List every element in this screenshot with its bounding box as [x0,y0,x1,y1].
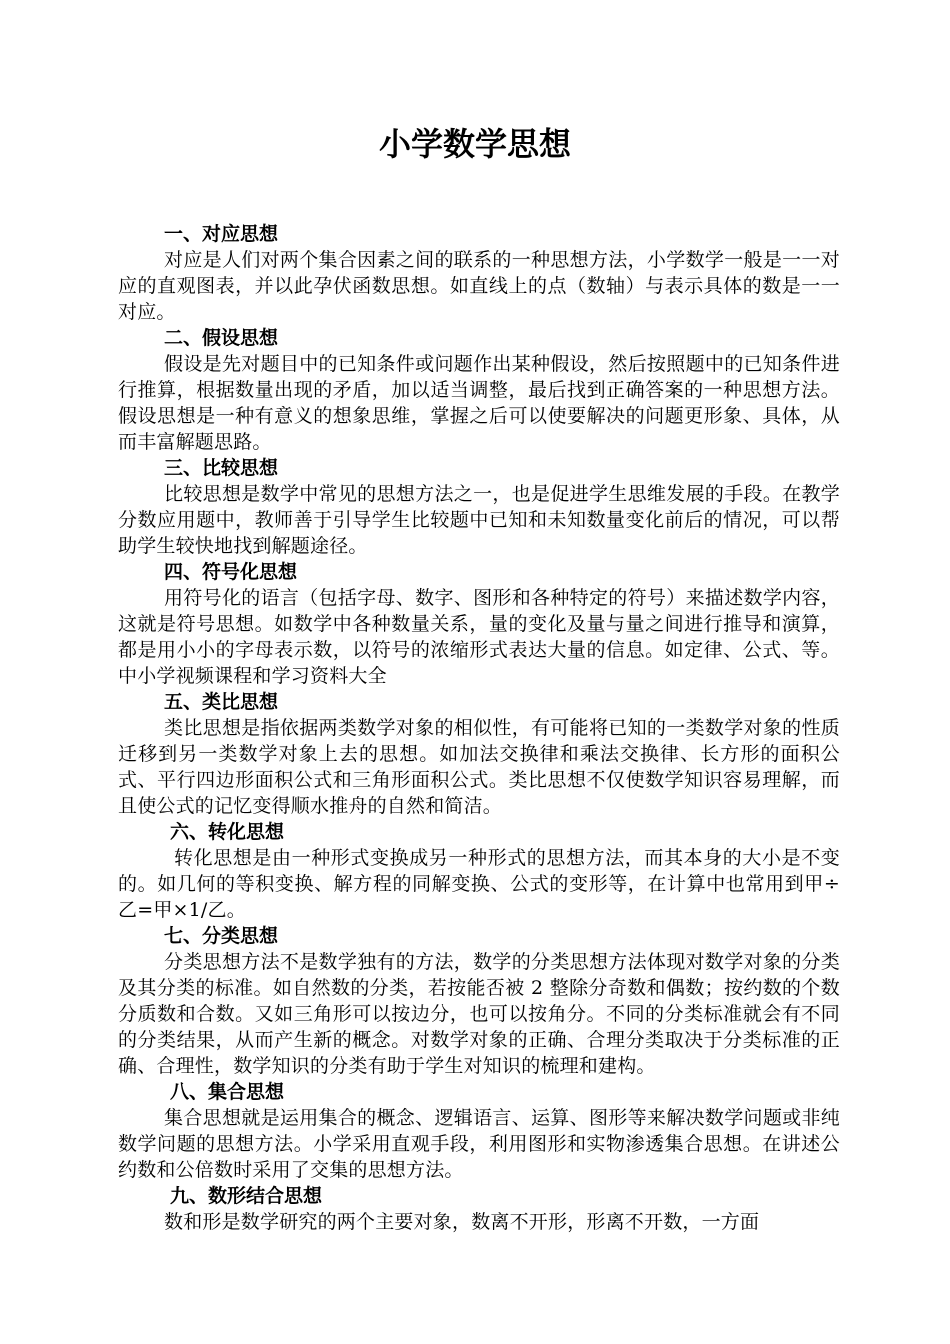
section-paragraph-transformation: 转化思想是由一种形式变换成另一种形式的思想方法，而其本身的大小是不变的。如几何的等积变换、解方程的同解变换、公式的变形等，在计算中也常用到甲÷乙=甲×1/乙。 [118,847,840,921]
section-paragraph-classification: 分类思想方法不是数学独有的方法，数学的分类思想方法体现对数学对象的分类及其分类的标准。如自然数的分类，若按能否被 2 整除分奇数和偶数；按约数的个数分质数和合数。又如三角形可以按边分，也可以按角分。不同的分类标准就会有不同的分类结果，从而产生新的概念。对数学对象的正确、合理分类取决于分类标准的正确、合理性，数学知识的分类有助于学生对知识的梳理和建构。 [118,951,840,1077]
section-heading-correspondence: 一、对应思想 [164,223,279,245]
section-paragraph-symbolization: 用符号化的语言（包括字母、数字、图形和各种特定的符号）来描述数学内容，这就是符号思想。如数学中各种数量关系，量的变化及量与量之间进行推导和演算，都是用小小的字母表示数，以符号的浓缩形式表达大量的信息。如定律、公式、等。中小学视频课程和学习资料大全 [118,587,840,687]
section-paragraph-analogy: 类比思想是指依据两类数学对象的相似性，有可能将已知的一类数学对象的性质迁移到另一类数学对象上去的思想。如加法交换律和乘法交换律、长方形的面积公式、平行四边形面积公式和三角形面积公式。类比思想不仅使数学知识容易理解，而且使公式的记忆变得顺水推舟的自然和简洁。 [118,717,840,817]
section-heading-symbolization: 四、符号化思想 [164,561,298,583]
section-paragraph-correspondence: 对应是人们对两个集合因素之间的联系的一种思想方法，小学数学一般是一一对应的直观图表，并以此孕伏函数思想。如直线上的点（数轴）与表示具体的数是一一对应。 [118,249,840,323]
section-heading-assumption: 二、假设思想 [164,327,279,349]
section-paragraph-set: 集合思想就是运用集合的概念、逻辑语言、运算、图形等来解决数学问题或非纯数学问题的思想方法。小学采用直观手段，利用图形和实物渗透集合思想。在讲述公约数和公倍数时采用了交集的思想方法。 [118,1107,840,1181]
section-heading-classification: 七、分类思想 [164,925,279,947]
section-heading-comparison: 三、比较思想 [164,457,279,479]
page-title: 小学数学思想 [378,125,571,163]
section-heading-set: 八、集合思想 [170,1081,285,1103]
section-heading-analogy: 五、类比思想 [164,691,279,713]
section-paragraph-number-shape: 数和形是数学研究的两个主要对象，数离不开形，形离不开数，一方面 [164,1211,760,1233]
section-paragraph-comparison: 比较思想是数学中常见的思想方法之一，也是促进学生思维发展的手段。在教学分数应用题中，教师善于引导学生比较题中已知和未知数量变化前后的情况，可以帮助学生较快地找到解题途径。 [118,483,840,557]
document-body [118,221,840,1235]
section-paragraph-assumption: 假设是先对题目中的已知条件或问题作出某种假设，然后按照题中的已知条件进行推算，根据数量出现的矛盾，加以适当调整，最后找到正确答案的一种思想方法。假设思想是一种有意义的想象思维，掌握之后可以使要解决的问题更形象、具体，从而丰富解题思路。 [118,353,840,453]
section-heading-number-shape: 九、数形结合思想 [170,1185,323,1207]
section-heading-transformation: 六、转化思想 [170,821,285,843]
